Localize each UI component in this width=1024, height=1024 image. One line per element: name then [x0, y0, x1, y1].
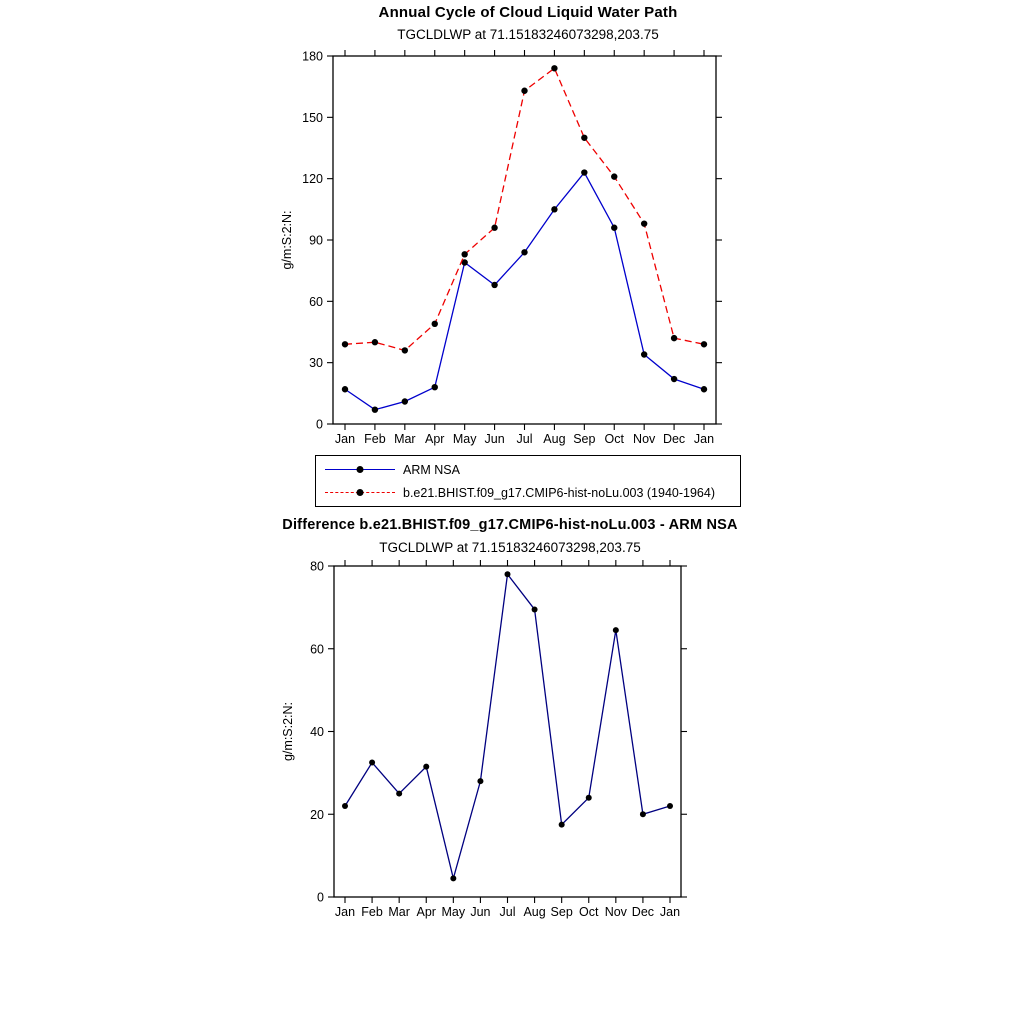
svg-text:May: May [441, 905, 466, 919]
legend-label-arm-nsa: ARM NSA [403, 462, 460, 477]
svg-text:Aug: Aug [543, 432, 566, 446]
svg-text:Jan: Jan [659, 905, 681, 919]
svg-text:Jan: Jan [334, 432, 356, 446]
svg-text:Dec: Dec [631, 905, 655, 919]
svg-text:Jan: Jan [334, 905, 356, 919]
svg-text:Mar: Mar [388, 905, 410, 919]
svg-text:180: 180 [302, 49, 323, 64]
legend [315, 455, 741, 507]
annual-cycle-title: Annual Cycle of Cloud Liquid Water Path [378, 4, 678, 21]
legend-line-sample-arm-nsa [325, 469, 395, 470]
svg-text:Nov: Nov [633, 432, 656, 446]
svg-text:30: 30 [309, 356, 323, 371]
svg-text:60: 60 [310, 642, 324, 657]
svg-text:Feb: Feb [364, 432, 386, 446]
svg-text:Nov: Nov [604, 905, 627, 919]
annual-cycle-subtitle: TGCLDLWP at 71.15183246073298,203.75 [397, 27, 659, 42]
svg-text:Jun: Jun [470, 905, 491, 919]
svg-text:Apr: Apr [416, 905, 436, 919]
legend-row-arm-nsa [316, 458, 740, 481]
svg-text:Feb: Feb [361, 905, 383, 919]
svg-text:Dec: Dec [662, 432, 686, 446]
svg-text:Jul: Jul [499, 905, 516, 919]
legend-line-sample-model [325, 492, 395, 493]
legend-label-model: b.e21.BHIST.f09_g17.CMIP6-hist-noLu.003 (1940-1964) [403, 485, 715, 500]
svg-text:Jun: Jun [484, 432, 505, 446]
svg-text:90: 90 [309, 233, 323, 248]
svg-text:May: May [452, 432, 477, 446]
svg-text:Sep: Sep [573, 432, 596, 446]
svg-text:Jul: Jul [516, 432, 533, 446]
svg-text:g/m:S:2:N:: g/m:S:2:N: [280, 210, 294, 270]
svg-text:Oct: Oct [579, 905, 599, 919]
svg-text:60: 60 [309, 294, 323, 309]
svg-text:Apr: Apr [425, 432, 445, 446]
svg-text:120: 120 [302, 172, 323, 187]
difference-plot [240, 560, 770, 940]
svg-text:Sep: Sep [550, 905, 573, 919]
svg-text:0: 0 [317, 890, 324, 905]
svg-text:Mar: Mar [394, 432, 416, 446]
svg-text:150: 150 [302, 110, 323, 125]
svg-text:g/m:S:2:N:: g/m:S:2:N: [281, 701, 295, 762]
svg-text:Aug: Aug [523, 905, 546, 919]
difference-subtitle: TGCLDLWP at 71.15183246073298,203.75 [379, 540, 641, 555]
svg-text:Oct: Oct [604, 432, 624, 446]
legend-row-model [316, 481, 740, 504]
svg-text:80: 80 [310, 560, 324, 574]
svg-text:Jan: Jan [693, 432, 715, 446]
svg-text:40: 40 [310, 725, 324, 739]
svg-text:20: 20 [310, 807, 324, 822]
difference-title: Difference b.e21.BHIST.f09_g17.CMIP6-hist-noLu.003 - ARM NSA [282, 517, 738, 533]
annual-cycle-plot [240, 46, 770, 456]
svg-text:0: 0 [316, 417, 323, 432]
